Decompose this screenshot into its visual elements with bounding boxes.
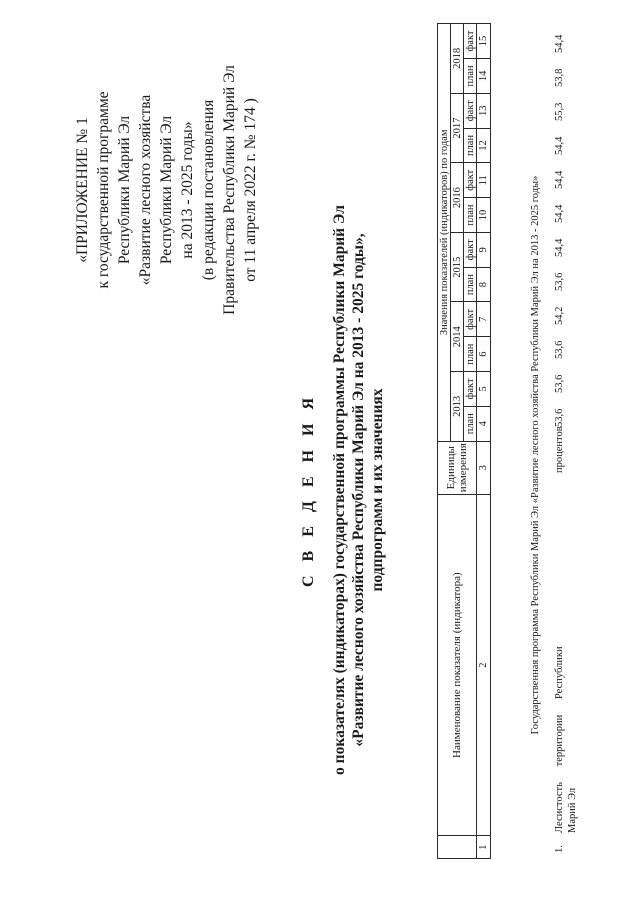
- column-number: 6: [477, 337, 491, 372]
- header-fact: факт: [464, 232, 477, 267]
- column-number: 8: [477, 267, 491, 302]
- header-fact: факт: [464, 372, 477, 407]
- row-1-value: 54,2: [554, 306, 565, 325]
- heading-line-3: подпрограмм и их значениях: [369, 388, 386, 592]
- column-number: 14: [477, 59, 491, 94]
- document-heading: [300, 165, 387, 815]
- row-1-value: 54,4: [554, 136, 565, 155]
- row-1-value: 54,4: [554, 204, 565, 223]
- header-fact: факт: [464, 93, 477, 128]
- header-plan: план: [464, 198, 477, 233]
- header-fact: факт: [464, 302, 477, 337]
- column-number: 11: [477, 163, 491, 198]
- appendix-line: Республики Марий Эл: [116, 115, 133, 265]
- header-plan: план: [464, 267, 477, 302]
- header-name: Наименование показателя (индикатора): [438, 494, 477, 836]
- header-year: 2016: [451, 163, 464, 233]
- column-number: 2: [477, 494, 491, 836]
- column-number: 9: [477, 232, 491, 267]
- appendix-line: Республики Марий Эл: [158, 115, 175, 265]
- appendix-block: [72, 45, 261, 335]
- header-year: 2015: [451, 232, 464, 302]
- row-1-value: 54,4: [554, 170, 565, 189]
- column-number: 1: [477, 836, 491, 859]
- appendix-line: к государственной программе: [95, 91, 112, 289]
- row-1-value: 53,6: [554, 374, 565, 393]
- heading-caps: С В Е Д Е Н И Я: [300, 392, 317, 588]
- header-plan: план: [464, 337, 477, 372]
- header-year: 2013: [451, 372, 464, 442]
- indicators-table: [437, 23, 491, 859]
- row-1-unit: процентов: [554, 426, 565, 473]
- appendix-line: «ПРИЛОЖЕНИЕ № 1: [74, 117, 91, 263]
- row-1-name: [553, 646, 579, 833]
- header-year: 2014: [451, 302, 464, 372]
- row-1-value: 54,4: [554, 34, 565, 53]
- header-year: 2018: [451, 24, 464, 94]
- header-plan: план: [464, 406, 477, 441]
- row-1-value: 53,8: [554, 68, 565, 87]
- heading-line-1: о показателях (индикаторах) государственной программы Республики Марий Эл: [331, 205, 348, 775]
- row-1-value: 53,6: [554, 408, 565, 427]
- header-num-cell: [438, 836, 477, 859]
- column-number: 5: [477, 372, 491, 407]
- heading-line-2: «Развитие лесного хозяйства Республики Марий Эл на 2013 - 2025 годы»,: [350, 233, 367, 747]
- row-1-value: 53,6: [554, 272, 565, 291]
- row-1-number: 1.: [554, 845, 565, 853]
- row-1-name-line-1: Лесистость территории Республики: [554, 646, 565, 833]
- column-number: 15: [477, 24, 491, 59]
- column-number: 4: [477, 406, 491, 441]
- program-title: Государственная программа Республики Марий Эл «Развитие лесного хозяйства Республики Марий Эл на 2013 - 2025 годы»: [530, 175, 541, 735]
- column-number: 10: [477, 198, 491, 233]
- row-1-value: 54,4: [554, 238, 565, 257]
- row-1-value: 53,6: [554, 340, 565, 359]
- row-1-name-line-2: Марий Эл: [567, 787, 578, 833]
- column-number: 12: [477, 128, 491, 163]
- appendix-line: на 2013 - 2025 годы»: [179, 121, 196, 259]
- header-unit: Единицы измерения: [438, 441, 477, 494]
- header-plan: план: [464, 59, 477, 94]
- header-plan: план: [464, 128, 477, 163]
- column-number: 13: [477, 93, 491, 128]
- row-1-value: 55,3: [554, 102, 565, 121]
- appendix-line: Правительства Республики Марий Эл: [221, 65, 238, 315]
- appendix-line: «Развитие лесного хозяйства: [137, 94, 154, 286]
- column-number: 7: [477, 302, 491, 337]
- header-year: 2017: [451, 93, 464, 163]
- header-values: Значения показателей (индикаторов) по годам: [438, 24, 451, 442]
- column-number: 3: [477, 441, 491, 494]
- header-fact: факт: [464, 24, 477, 59]
- header-fact: факт: [464, 163, 477, 198]
- appendix-line: от 11 апреля 2022 г. № 174 ): [242, 98, 259, 282]
- appendix-line: (в редакции постановления: [200, 99, 217, 281]
